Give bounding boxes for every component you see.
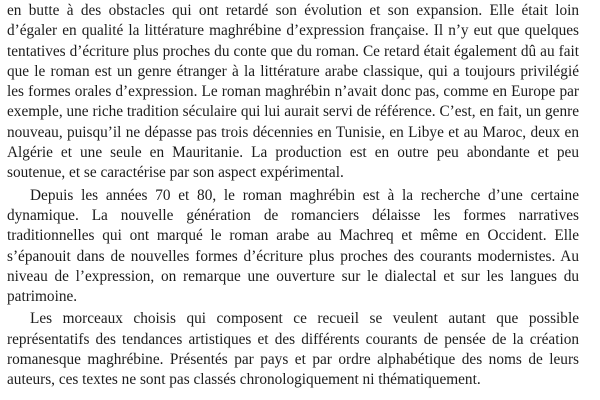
paragraph-2: Depuis les années 70 et 80, le roman maghrébin est à la recherche d’une certaine dynamique. La nouvelle génération de romanciers délaisse les formes narratives traditionnelles qui ont marqué le roman arabe au Machreq et même en Occident. Elle s’épanouit dans de nouvelles formes d’écriture plus proches des courants modernistes. Au niveau de l’expression, on remarque une ouverture sur le dialectal et sur les langues du patrimoine. (7, 186, 579, 306)
paragraph-1: en butte à des obstacles qui ont retardé son évolution et son expansion. Elle était loin d’égaler en qualité la littérature maghrébine d’expression française. Il n’y eut que quelques tentatives d’écriture plus proches du conte que du roman. Ce retard était également dû au fait que le roman est un genre étranger à la littérature arabe classique, qui a toujours privilégié les formes orales d’expression. Le roman maghrébin n’avait donc pas, comme en Europe par exemple, une riche tradition séculaire qui lui aurait servi de référence. C’est, en fait, un genre nouveau, puisqu’il ne dépasse pas trois décennies en Tunisie, en Libye et au Maroc, deux en Algérie et une seule en Mauritanie. La production est en outre peu abondante et peu soutenue, et se caractérise par son aspect expérimental. (7, 2, 579, 182)
paragraph-3: Les morceaux choisis qui composent ce recueil se veulent autant que possible représentatifs des tendances artistiques et des différents courants de pensée de la création romanesque maghrébine. Présentés par pays et par ordre alphabétique des noms de leurs auteurs, ces textes ne sont pas classés chronologiquement ni thématiquement. (7, 310, 579, 389)
document-page (7, 1, 579, 393)
